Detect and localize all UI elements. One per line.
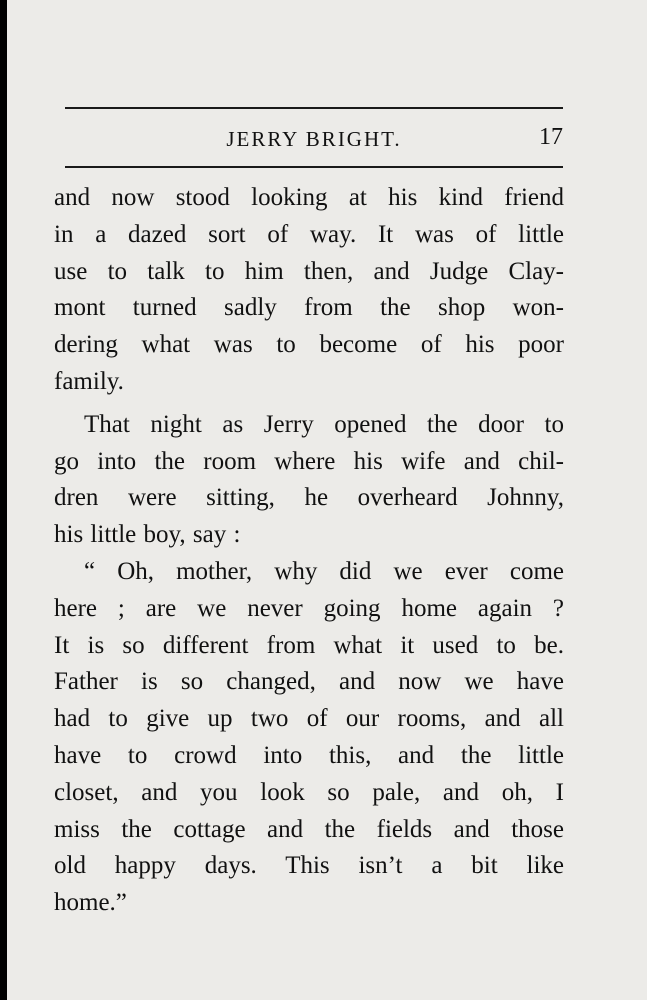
text-line: use to talk to him then, and Judge Clay- — [54, 257, 564, 285]
text-line: closet, and you look so pale, and oh, I — [54, 778, 564, 806]
text-line: dering what was to become of his poor — [54, 331, 564, 359]
text-line: It is so different from what it used to be. — [54, 631, 564, 659]
book-page — [7, 0, 647, 1000]
text-line: in a dazed sort of way. It was of little — [54, 220, 564, 248]
text-line: miss the cottage and the fields and those — [54, 815, 564, 843]
running-head — [65, 124, 563, 157]
text-line: “ Oh, mother, why did we ever come — [84, 557, 564, 585]
text-line: family. — [54, 367, 124, 395]
text-line: here ; are we never going home again ? — [54, 594, 564, 622]
body-text — [54, 180, 564, 922]
text-line: had to give up two of our rooms, and all — [54, 705, 564, 733]
page-number: 17 — [539, 124, 563, 150]
text-line: Father is so changed, and now we have — [54, 668, 564, 696]
text-line: dren were sitting, he overheard Johnny, — [54, 484, 564, 512]
text-line: have to crowd into this, and the little — [54, 741, 564, 769]
text-line: his little boy, say : — [54, 521, 241, 549]
text-line: home.” — [54, 889, 127, 917]
header-top-rule — [65, 107, 563, 109]
text-line: mont turned sadly from the shop won- — [54, 294, 564, 322]
header-bottom-rule — [65, 166, 563, 168]
text-line: go into the room where his wife and chil- — [54, 447, 564, 475]
text-line: That night as Jerry opened the door to — [84, 410, 564, 438]
text-line: and now stood looking at his kind friend — [54, 184, 564, 211]
text-line: old happy days. This isn’t a bit like — [54, 852, 564, 880]
running-head-title: JERRY BRIGHT. — [226, 127, 402, 151]
